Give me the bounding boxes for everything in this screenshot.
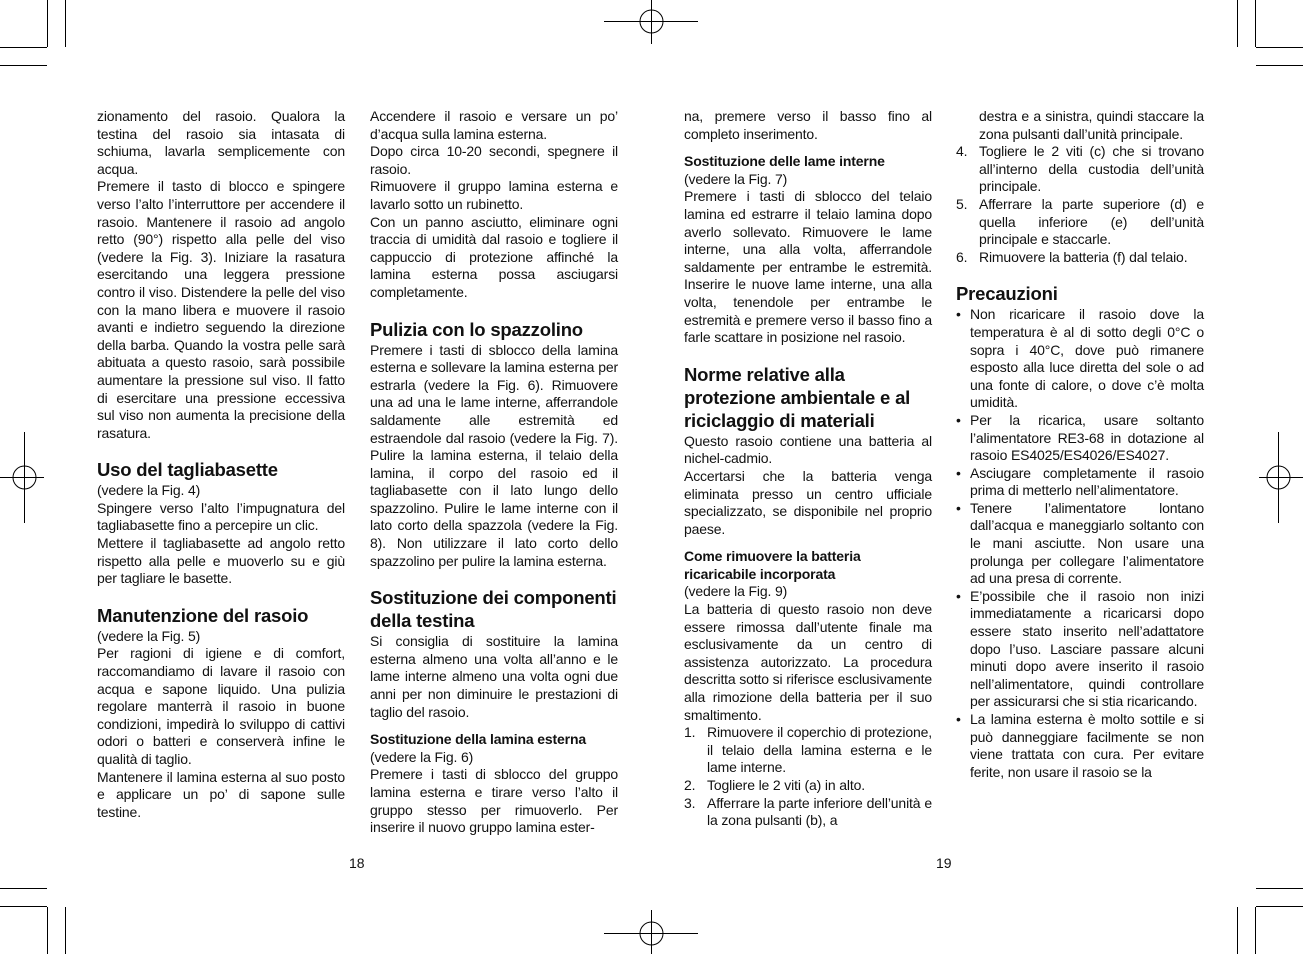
bullet-list: [956, 306, 1204, 781]
list-item: [956, 500, 1204, 588]
list-item-text: destra e a sinistra, quindi staccare la zona pulsanti dall’unità principale.: [979, 108, 1204, 142]
list-item: [956, 711, 1204, 781]
paragraph: Rimuovere il gruppo lamina esterna e lavarlo sotto un rubinetto.: [370, 178, 618, 212]
paragraph: zionamento del rasoio. Qualora la testina del rasoio sia intasata di schiuma, lavarla semplicemente con acqua.: [97, 108, 345, 177]
paragraph: La batteria di questo rasoio non deve essere rimossa dall’utente finale ma esclusivamente da un centro di assistenza autorizzato. La procedura descritta sotto si riferisce esclusivamente alla rimozione della batteria per il suo smaltimento.: [684, 601, 932, 723]
list-item: [956, 412, 1204, 465]
list-number: 3.: [684, 794, 696, 811]
paragraph: Premere il tasto di blocco e spingere verso l’alto l’interruttore per accendere il rasoio. Mantenere il rasoio ad angolo retto (90°) rispetto alla pelle del viso (vedere la Fig. 3). Iniziare la rasatura esercitando una leggera pressione contro il viso. Distendere la pelle del viso con la mano libera e muovere il rasoio avanti e indietro seguendo la direzione della barba. Quando la vostra pelle sarà abituata a questo rasoio, sarà possibile aumentare la pressione sul viso. Il fatto di esercitare una pressione eccessiva sul viso non aumenta la precisione della rasatura.: [97, 178, 345, 441]
paragraph: Mettere il tagliabasette ad angolo retto rispetto alla pelle e muoverlo su e giù per tagliare le basette.: [97, 535, 345, 587]
list-item-text: Tenere l’alimentatore lontano dall’acqua e maneggiarlo soltanto con le mani asciutte. Non usare una prolunga per collegare l’alimentatore ad una presa di corrente.: [970, 499, 1204, 587]
list-item-text: Rimuovere il coperchio di protezione, il telaio della lamina esterna e le lame interne.: [707, 724, 932, 776]
paragraph: Premere i tasti di sblocco del telaio lamina ed estrarre il telaio lamina dopo averlo sollevato. Rimuovere le lame interne, una alla volta, afferrandole saldamente per entrambe le estremità. Inserire le nuove lame interne, una alla volta, tenendole per entrambe le estremità e premere verso il basso fino a farle scattare in posizione nel rasoio.: [684, 188, 932, 346]
paragraph: Con un panno asciutto, eliminare ogni traccia di umidità dal rasoio e togliere il cappuccio di protezione affinché la lamina esterna possa asciugarsi completamente.: [370, 213, 618, 300]
section-heading: Precauzioni: [956, 283, 1058, 305]
list-item: [956, 108, 1204, 143]
list-item: [684, 724, 932, 777]
section-heading: Pulizia con lo spazzolino: [370, 318, 583, 340]
list-number: 1.: [684, 724, 696, 741]
list-item-text: E’possibile che il rasoio non inizi immediatamente a ricaricarsi dopo essere stato inserito nell’adattatore dopo l’uso. Lasciare passare alcuni minuti dopo avere inserito il rasoio nell’alimentatore, quindi controllare per assicurarsi che si stia ricaricando.: [970, 587, 1204, 710]
paragraph: Accertarsi che la batteria venga eliminata presso un centro ufficiale specializzato, se disponibile nel proprio paese.: [684, 467, 932, 537]
list-number: 6.: [956, 248, 968, 265]
list-item: [684, 795, 932, 830]
paragraph: na, premere verso il basso fino al completo inserimento.: [684, 108, 932, 142]
list-item-text: Afferrare la parte inferiore dell’unità e la zona pulsanti (b), a: [707, 794, 932, 829]
section-heading: Manutenzione del rasoio: [97, 604, 309, 626]
bullet-icon: •: [956, 411, 961, 428]
left-page-column-2: [370, 108, 618, 837]
subsection-heading: Come rimuovere la batteria ricaricabile incorporata: [684, 548, 861, 582]
list-item: [956, 143, 1204, 196]
subsection-heading: Sostituzione della lamina esterna: [370, 731, 587, 748]
list-item: [956, 465, 1204, 500]
paragraph: (vedere la Fig. 9): [684, 583, 788, 600]
paragraph: Per ragioni di igiene e di comfort, raccomandiamo di lavare il rasoio con acqua e sapone liquido. Una pulizia regolare manterrà il rasoio in buone condizioni, impedirà lo sviluppo di cattivi odori o batteri e conserverà infine le qualità di taglio.: [97, 645, 345, 767]
list-item-text: La lamina esterna è molto sottile e si può danneggiare facilmente se non viene trattata con cura. Per evitare ferite, non usare il rasoio se la: [970, 711, 1204, 780]
paragraph: (vedere la Fig. 6): [370, 748, 474, 765]
list-item-text: Rimuovere la batteria (f) dal telaio.: [979, 248, 1188, 265]
list-item-text: Afferrare la parte superiore (d) e quella inferiore (e) dell’unità principale e staccarle.: [979, 195, 1204, 248]
list-item-text: Asciugare completamente il rasoio prima di metterlo nell’alimentatore.: [970, 464, 1204, 499]
list-item: [956, 249, 1204, 267]
right-page-column-2: [956, 108, 1204, 781]
list-number: 4.: [956, 143, 968, 160]
list-item-text: Per la ricarica, usare soltanto l’alimentatore RE3-68 in dotazione al rasoio ES4025/ES4026/ES4027.: [970, 411, 1204, 464]
list-item-text: Togliere le 2 viti (a) in alto.: [707, 777, 865, 793]
list-item: [956, 196, 1204, 249]
bullet-icon: •: [956, 587, 961, 604]
list-item: [956, 588, 1204, 711]
bullet-icon: •: [956, 711, 961, 727]
list-item-text: Togliere le 2 viti (c) che si trovano all’interno della custodia dell’unità principale.: [979, 143, 1204, 195]
paragraph: (vedere la Fig. 7): [684, 170, 788, 187]
paragraph: (vedere la Fig. 5): [97, 627, 201, 644]
section-heading: Sostituzione dei componenti della testina: [370, 587, 617, 632]
paragraph: Dopo circa 10-20 secondi, spegnere il rasoio.: [370, 143, 618, 177]
section-heading: Uso del tagliabasette: [97, 459, 278, 481]
list-number: 2.: [684, 777, 696, 793]
section-heading: Norme relative alla protezione ambientale e al riciclaggio di materiali: [684, 363, 911, 431]
page-number-right: 19: [936, 855, 952, 871]
list-item: [956, 306, 1204, 412]
bullet-icon: •: [956, 499, 961, 516]
paragraph: (vedere la Fig. 4): [97, 482, 201, 499]
numbered-list: [684, 724, 932, 830]
paragraph: Premere i tasti di sblocco della lamina esterna e sollevare la lamina esterna per estrarla (vedere la Fig. 6). Rimuovere una ad una le lame interne, afferrandole saldamente alle estremità ed estraendole dal rasoio (vedere la Fig. 7). Pulire la lamina esterna, il telaio della lamina, il corpo del rasoio ed il tagliabasette con il lato lungo dello spazzolino. Pulire le lame interne con il lato corto della spazzola (vedere la Fig. 8). Non utilizzare il lato corto dello spazzolino per pulire la lamina esterna.: [370, 341, 618, 569]
right-page-column-1: [684, 108, 932, 830]
numbered-list: [956, 108, 1204, 266]
bullet-icon: •: [956, 306, 961, 323]
paragraph: Spingere verso l’alto l’impugnatura del tagliabasette fino a percepire un clic.: [97, 499, 345, 534]
list-item: [684, 777, 932, 795]
subsection-heading: Sostituzione delle lame interne: [684, 153, 885, 170]
list-item-text: Non ricaricare il rasoio dove la temperatura è al di sotto degli 0°C o sopra i 40°C, dove può rimanere esposto alla luce diretta del sole o ad una fonte di calore, o dove c’è molta umidità.: [970, 306, 1204, 411]
paragraph: Premere i tasti di sblocco del gruppo lamina esterna e tirare verso l’alto il gruppo stesso per rimuoverlo. Per inserire il nuovo gruppo lamina ester-: [370, 766, 618, 836]
paragraph: Mantenere il lamina esterna al suo posto e applicare un po’ di sapone sulle testine.: [97, 768, 345, 820]
bullet-icon: •: [956, 464, 961, 481]
paragraph: Questo rasoio contiene una batteria al nichel-cadmio.: [684, 432, 932, 467]
left-page-column-1: [97, 108, 345, 821]
paragraph: Accendere il rasoio e versare un po’ d’acqua sulla lamina esterna.: [370, 108, 618, 142]
list-number: 5.: [956, 195, 968, 212]
page-number-left: 18: [349, 855, 365, 871]
paragraph: Si consiglia di sostituire la lamina esterna almeno una volta all’anno e le lame interne almeno una volta ogni due anni per non diminuire le prestazioni di taglio del rasoio.: [370, 633, 618, 720]
